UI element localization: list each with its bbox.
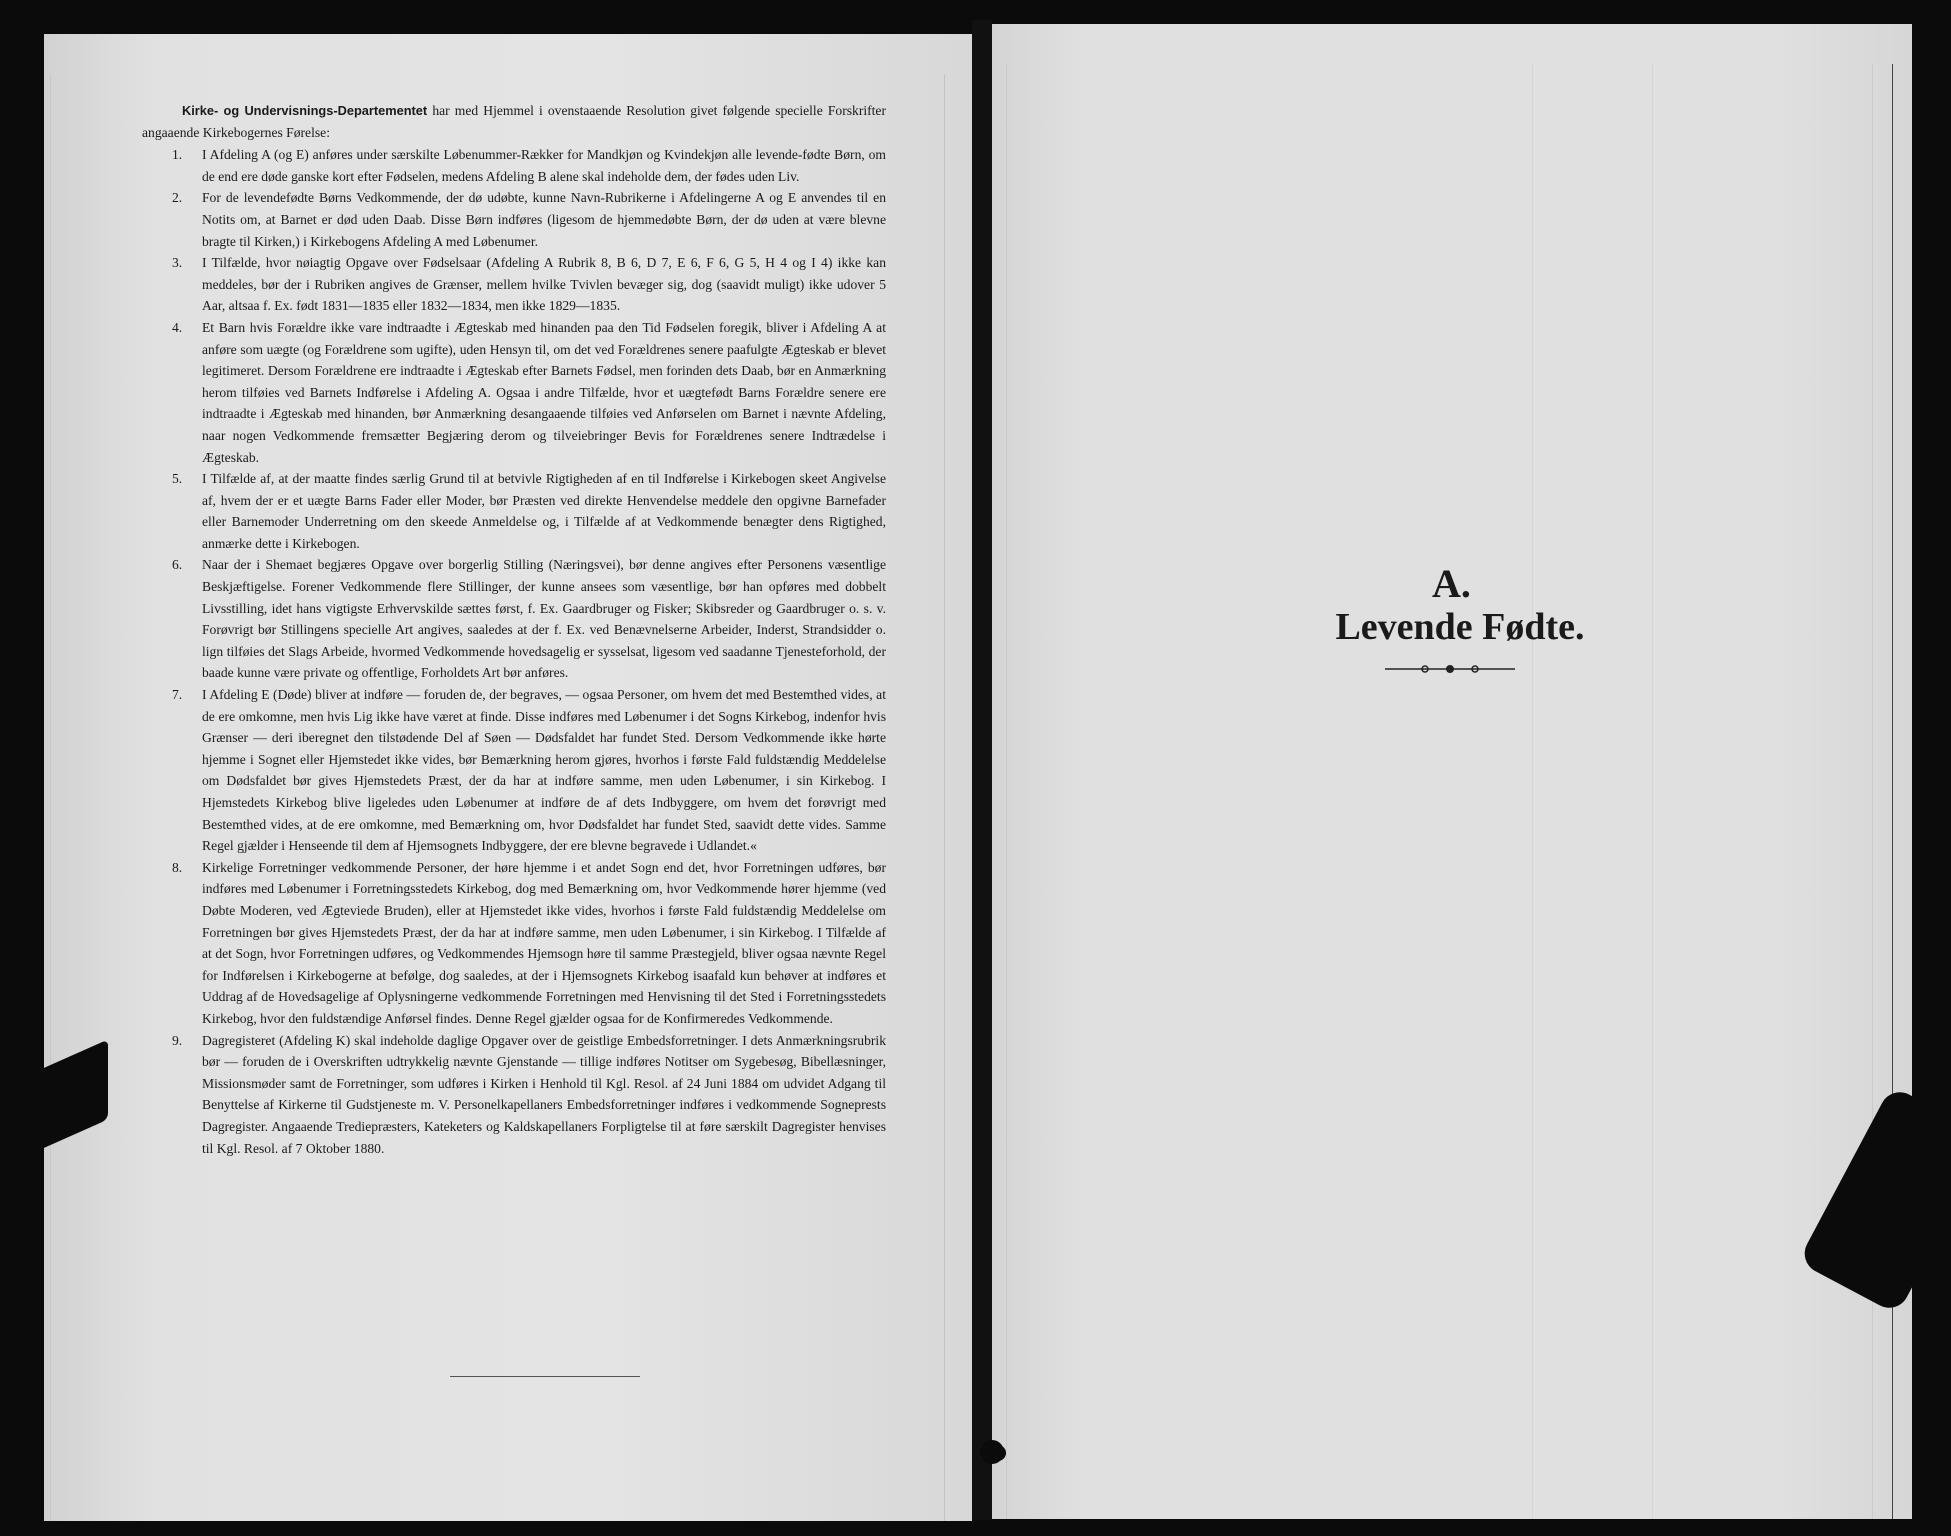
rule-number: 2.: [172, 190, 183, 206]
page-edge-line: [944, 74, 945, 1521]
binding-hole: [990, 1445, 1006, 1461]
book-spine: [972, 20, 992, 1520]
rule-item: [142, 252, 886, 317]
section-letter: A.: [1432, 561, 1471, 606]
rule-item: [142, 187, 886, 252]
faint-ruling: [1532, 64, 1533, 1519]
page-edge-line: [1006, 64, 1007, 1519]
intro-text: har med Hjemmel i ovenstaaende Resolution givet følgende specielle Forskrifter angaaende Kirkebogernes Førelse:: [142, 103, 886, 140]
rule-text: Et Barn hvis Forældre ikke vare indtraadte i Ægteskab med hinanden paa den Tid Fødselen foregik, bliver i Afdeling A at anføre som uægte (og Forældrene som ugifte), uden Hensyn til, om det ved Forældrenes senere paafulgte Ægteskab er blevet legitimeret. Dersom Forældrene ere indtraadte i Ægteskab efter Barnets Fødsel, men forinden dets Daab, bør en Anmærkning herom tilføies ved Barnets Indførelse i Afdeling A. Ogsaa i andre Tilfælde, hvor et uægtefødt Barns Forældre senere ere indtraadte i Ægteskab med hinanden, bør Anmærkning desangaaende tilføies ved Anførselen om Barnet i nævnte Afdeling, naar nogen Vedkommende fremsætter Begjæring derom og tilveiebringer Bevis for Forældrenes senere Indtrædelse i Ægteskab.: [202, 319, 886, 465]
regulations-text: [142, 100, 886, 1159]
rule-text: I Afdeling E (Døde) bliver at indføre — foruden de, der begraves, — ogsaa Personer, om hvem det med Bestemthed vides, at de ere omkomne, men hvis Lig ikke have været at finde. Disse indføres med Løbenumer i det Sogns Kirkebog, indenfor hvis Grænser — deri iberegnet den tilstødende Del af Søen — Dødsfaldet har fundet Sted. Dersom Vedkommende ikke hørte hjemme i Sognet eller Hjemstedet ikke vides, bør Bemærkning herom gjøres, hvorhos i første Fald fuldstændig Meddelelse om Dødsfaldet bør gives Hjemstedets Præst, der da har at indføre samme, men uden Løbenumer, i sin Kirkebog. I Hjemstedets Kirkebog blive ligeledes uden Løbenumer at indføre de af dets Indbyggere, om hvem det forøvrigt med Bestemthed vides, at de ere omkomne, med Bemærkning om, hvor Dødsfaldet har fundet Sted, saavidt dette vides. Samme Regel gjælder i Henseende til dem af Hjemsognets Indbyggere, der ere blevne begravede i Udlandet.«: [202, 687, 886, 854]
ornament-divider-icon: [1385, 662, 1515, 676]
rule-number: 7.: [172, 687, 183, 703]
closing-rule: [450, 1376, 640, 1377]
right-page: [992, 24, 1912, 1519]
rule-item: [142, 468, 886, 554]
rule-number: 8.: [172, 859, 183, 875]
page-edge-line: [50, 74, 51, 1521]
rule-text: Naar der i Shemaet begjæres Opgave over borgerlig Stilling (Næringsvei), bør denne angives efter Personens væsentlige Beskjæftigelse. Forener Vedkommende flere Stillinger, der kunne ansees som væsentlige, bør han opføres med dobbelt Livsstilling, idet hans vigtigste Erhvervskilde sættes først, f. Ex. Gaardbruger og Fisker; Skibsreder og Gaardbruger o. s. v. Forøvrigt bør Stillingens specielle Art angives, saaledes at der f. Ex. ved Benævnelserne Arbeider, Inderst, Strandsidder o. lign tilføies det Slags Arbeide, hvormed Vedkommende hovedsagelig er sysselsat, ligesom ved saadanne Tjenesteforhold, der baade kunne være private og offentlige, Forholdets Art bør anføres.: [202, 557, 886, 681]
rule-item: [142, 317, 886, 468]
rule-text: I Tilfælde af, at der maatte findes særlig Grund til at betvivle Rigtigheden af en til Indførelse i Kirkebogen skeet Angivelse af, hvem der er et uægte Barns Fader eller Moder, bør Præsten ved direkte Henvendelse meddele den opgivne Barnefader eller Barnemoder Underretning om den skeede Anmeldelse og, i Tilfælde af at Vedkommende benægter dens Rigtighed, anmærke dette i Kirkebogen.: [202, 471, 886, 551]
rule-item: [142, 1030, 886, 1160]
rule-number: 5.: [172, 471, 183, 487]
rule-number: 1.: [172, 147, 183, 163]
faint-ruling: [1652, 64, 1653, 1519]
rule-text: I Tilfælde, hvor nøiagtig Opgave over Fødselsaar (Afdeling A Rubrik 8, B 6, D 7, E 6, F 6, G 5, H 4 og I 4) ikke kan meddeles, bør der i Rubriken angives de Grænser, mellem hvilke Tvivlen bevæger sig, dog (saavidt muligt) ikke udover 5 Aar, altsaa f. Ex. født 1831—1835 eller 1832—1834, men ikke 1829—1835.: [202, 255, 886, 314]
rule-item: [142, 554, 886, 684]
rule-text: Kirkelige Forretninger vedkommende Personer, der høre hjemme i et andet Sogn end det, hvor Forretningen udføres, bør indføres med Løbenumer i Forretningsstedets Kirkebog, dog med Bemærkning om, hvor Vedkommende hører hjemme (ved Døbte Moderen, ved Ægteviede Bruden), eller at Hjemstedet ikke vides, hvorhos i første Fald fuldstændig Meddelelse om Forretningen bør gives Hjemstedets Præst, der da har at indføre samme, men uden Løbenumer, i sin Kirkebog. I Tilfælde af at det Sogn, hvor Forretningen udføres, og Vedkommendes Hjemsogn høre til samme Præstegjeld, bliver ogsaa nævnte Regel for Indførelsen i Kirkebogerne at befølge, dog saaledes, at der i Hjemsognets Kirkebog isaafald kun behøver at indføres et Uddrag af de Hovedsagelige af Oplysningerne vedkommende Forretningen med Henvisning til det Sted i Forretningsstedets Kirkebog, hvor den fuldstændige Anførsel findes. Denne Regel gjælder ogsaa for de Konfirmeredes Vedkommende.: [202, 859, 886, 1026]
rule-number: 9.: [172, 1032, 183, 1048]
rule-text: Dagregisteret (Afdeling K) skal indeholde daglige Opgaver over de geistlige Embedsforretninger. I dets Anmærkningsrubrik bør — foruden de i Overskriften udtrykkelig nævnte Gjenstande — tillige indføres Notitser om Sygebesøg, Bibellæsninger, Missionsmøder samt de Forretninger, som udføres i Kirken i Henhold til Kgl. Resol. af 24 Juni 1884 om udvidet Adgang til Benyttelse af Kirkerne til Gudstjeneste m. V. Personelkapellaners Embedsforretninger indføres i vedkommende Sogneprests Dagregister. Angaaende Trediepræsters, Kateketers og Kaldskapellaners Forpligtelse til at føre særskilt Dagregister henvises til Kgl. Resol. af 7 Oktober 1880.: [202, 1032, 886, 1156]
department-name: Kirke- og Undervisnings-Departementet: [182, 103, 428, 118]
rule-item: [142, 857, 886, 1030]
rule-text: For de levendefødte Børns Vedkommende, der dø udøbte, kunne Navn-Rubrikerne i Afdelingerne A og E anvendes til en Notits om, at Barnet er død uden Daab. Disse Børn indføres (ligesom de hjemmedøbte Børn, der dø uden at være blevne bragte til Kirken,) i Kirkebogens Afdeling A med Løbenumer.: [202, 190, 886, 249]
rule-number: 6.: [172, 557, 183, 573]
section-title: Levende Fødte.: [1335, 606, 1585, 648]
rule-text: I Afdeling A (og E) anføres under særskilte Løbenummer-Rækker for Mandkjøn og Kvindekjøn alle levende-fødte Børn, om de end ere døde ganske kort efter Fødselen, medens Afdeling B alene skal indeholde dem, der fødes uden Liv.: [202, 147, 886, 184]
rule-item: [142, 684, 886, 857]
rule-number: 4.: [172, 319, 183, 335]
intro-paragraph: [142, 100, 886, 143]
rules-list: [142, 144, 886, 1159]
rule-item: [142, 144, 886, 187]
rule-number: 3.: [172, 255, 183, 271]
